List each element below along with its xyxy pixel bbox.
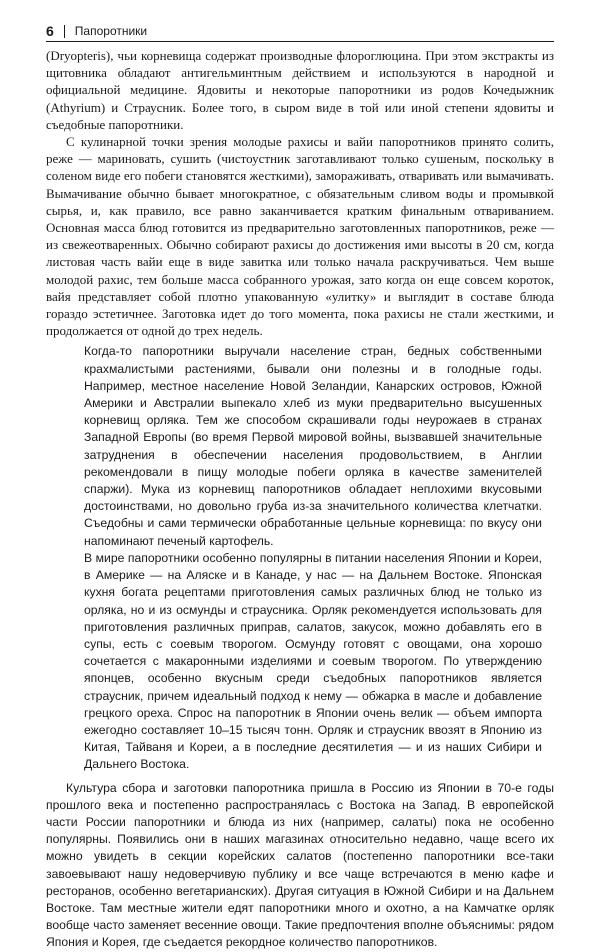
header-rule	[46, 41, 554, 42]
sidebar-inset	[84, 343, 542, 773]
paragraph-culinary: С кулинарной точки зрения молодые рахисы и вайи папоротников принято солить, реже — мариновать, сушить (чистоустник заготавливают только сушеным, поскольку в соленом виде его побеги становятся жесткими), замораживать, отваривать или вымачивать. Вымачивание обычно бывает многократное, с обязательным сливом воды и промывкой сырья, и, как правило, все равно заканчивается кратким финальным отвариванием. Основная масса блюд готовится из предварительно заготовленных папоротников, реже — из свежеотваренных. Обычно собирают рахисы до достижения ими высоты в 20 см, когда листовая часть вайи еще в виде завитка или только начала раскручиваться. Чем выше молодой рахис, тем больше масса собранного урожая, зато когда он еще совсем короток, вайя представляет собой плотно упакованную «улитку» и выглядит в составе блюда гораздо эстетичнее. Заготовка идет до того момента, пока рахисы не стали жесткими, и продолжается от одной до трех недель.	[46, 134, 554, 339]
closing-section	[46, 780, 554, 952]
paragraph-intro: (Dryopteris), чьи корневища содержат производные флороглюцина. При этом экстракты из щитовника обладают антигельминтным действием и используются в народной и официальной медицине. Ядовиты и некоторые папоротники из родов Кочедыжник (Athyrium) и Страусник. Более того, в сыром виде в той или иной степени ядовиты и съедобные папоротники.	[46, 48, 554, 132]
running-header	[46, 20, 566, 42]
running-title: Папоротники	[74, 24, 148, 38]
inset-paragraph-history: Когда-то папоротники выручали население стран, бедных собственными крахмалистыми растениями, бывали они полезны и в голодные годы. Например, местное население Новой Зеландии, Канарских островов, Южной Америки и Австралии выпекало хлеб из муки предварительно высушенных корневищ орляка. Тем же способом скрашивали годы неурожаев в странах Западной Европы (во время Первой мировой войны, вызвавшей значительные затруднения в обеспечении населения продовольствием, в Англии рекомендовали в пищу молодые побеги орляка в качестве заменителей спаржи). Мука из корневищ папоротников обладает неплохими вкусовыми достоинствами, но довольно груба из-за значительного количества клетчатки. Съедобны и сами термически обработанные цельные корневища: по вкусу они напоминают печеный картофель.	[84, 344, 542, 548]
page-number: 6	[46, 23, 54, 39]
paragraph-russia: Культура сбора и заготовки папоротника пришла в Россию из Японии в 70-е годы прошлого века и постепенно распространялась с Востока на Запад. В европейской части России папоротники и блюда из них (например, салаты) пока не особенно популярны. Появились они в наших магазинах относительно недавно, чаще всего их можно увидеть в секции корейских салатов (постепенно папоротники все-таки завоевывают нашу недоверчивую публику и все чаще встречаются в меню кафе и ресторанов, особенно вегетарианских). Другая ситуация в Южной Сибири и на Дальнем Востоке. Там местные жители едят папоротники много и охотно, а на Камчатке орляк вообще часто заменяет весенние овощи. Такие предпочтения вполне объяснимы: рядом Япония и Корея, где съедается рекордное количество папоротников.	[46, 780, 554, 950]
page-body	[46, 47, 554, 952]
header-separator	[64, 25, 65, 38]
inset-paragraph-japan: В мире папоротники особенно популярны в питании населения Японии и Кореи, в Америке — на Аляске и в Канаде, у нас — на Дальнем Востоке. Японская кухня богата рецептами приготовления самых различных блюд не только из орляка, но и из осмунды и страусника. Орляк рекомендуется использовать для приготовления различных приправ, салатов, закусок, можно добавлять его в супы, есть с соевым творогом. Осмунду готовят с овощами, она хорошо сочетается с макаронными изделиями и соевым творогом. По утверждению японцев, особенно вкусным среди съедобных папоротников является страусник, причем идеальный подход к нему — обжарка в масле и добавление грецкого ореха. Спрос на папоротник в Японии очень велик — объем импорта ежегодно составляет 10–15 тысяч тонн. Орляк и страусник ввозят в Японию из Китая, Тайваня и Кореи, а в последние десятилетия — и из наших Сибири и Дальнего Востока.	[84, 550, 542, 772]
